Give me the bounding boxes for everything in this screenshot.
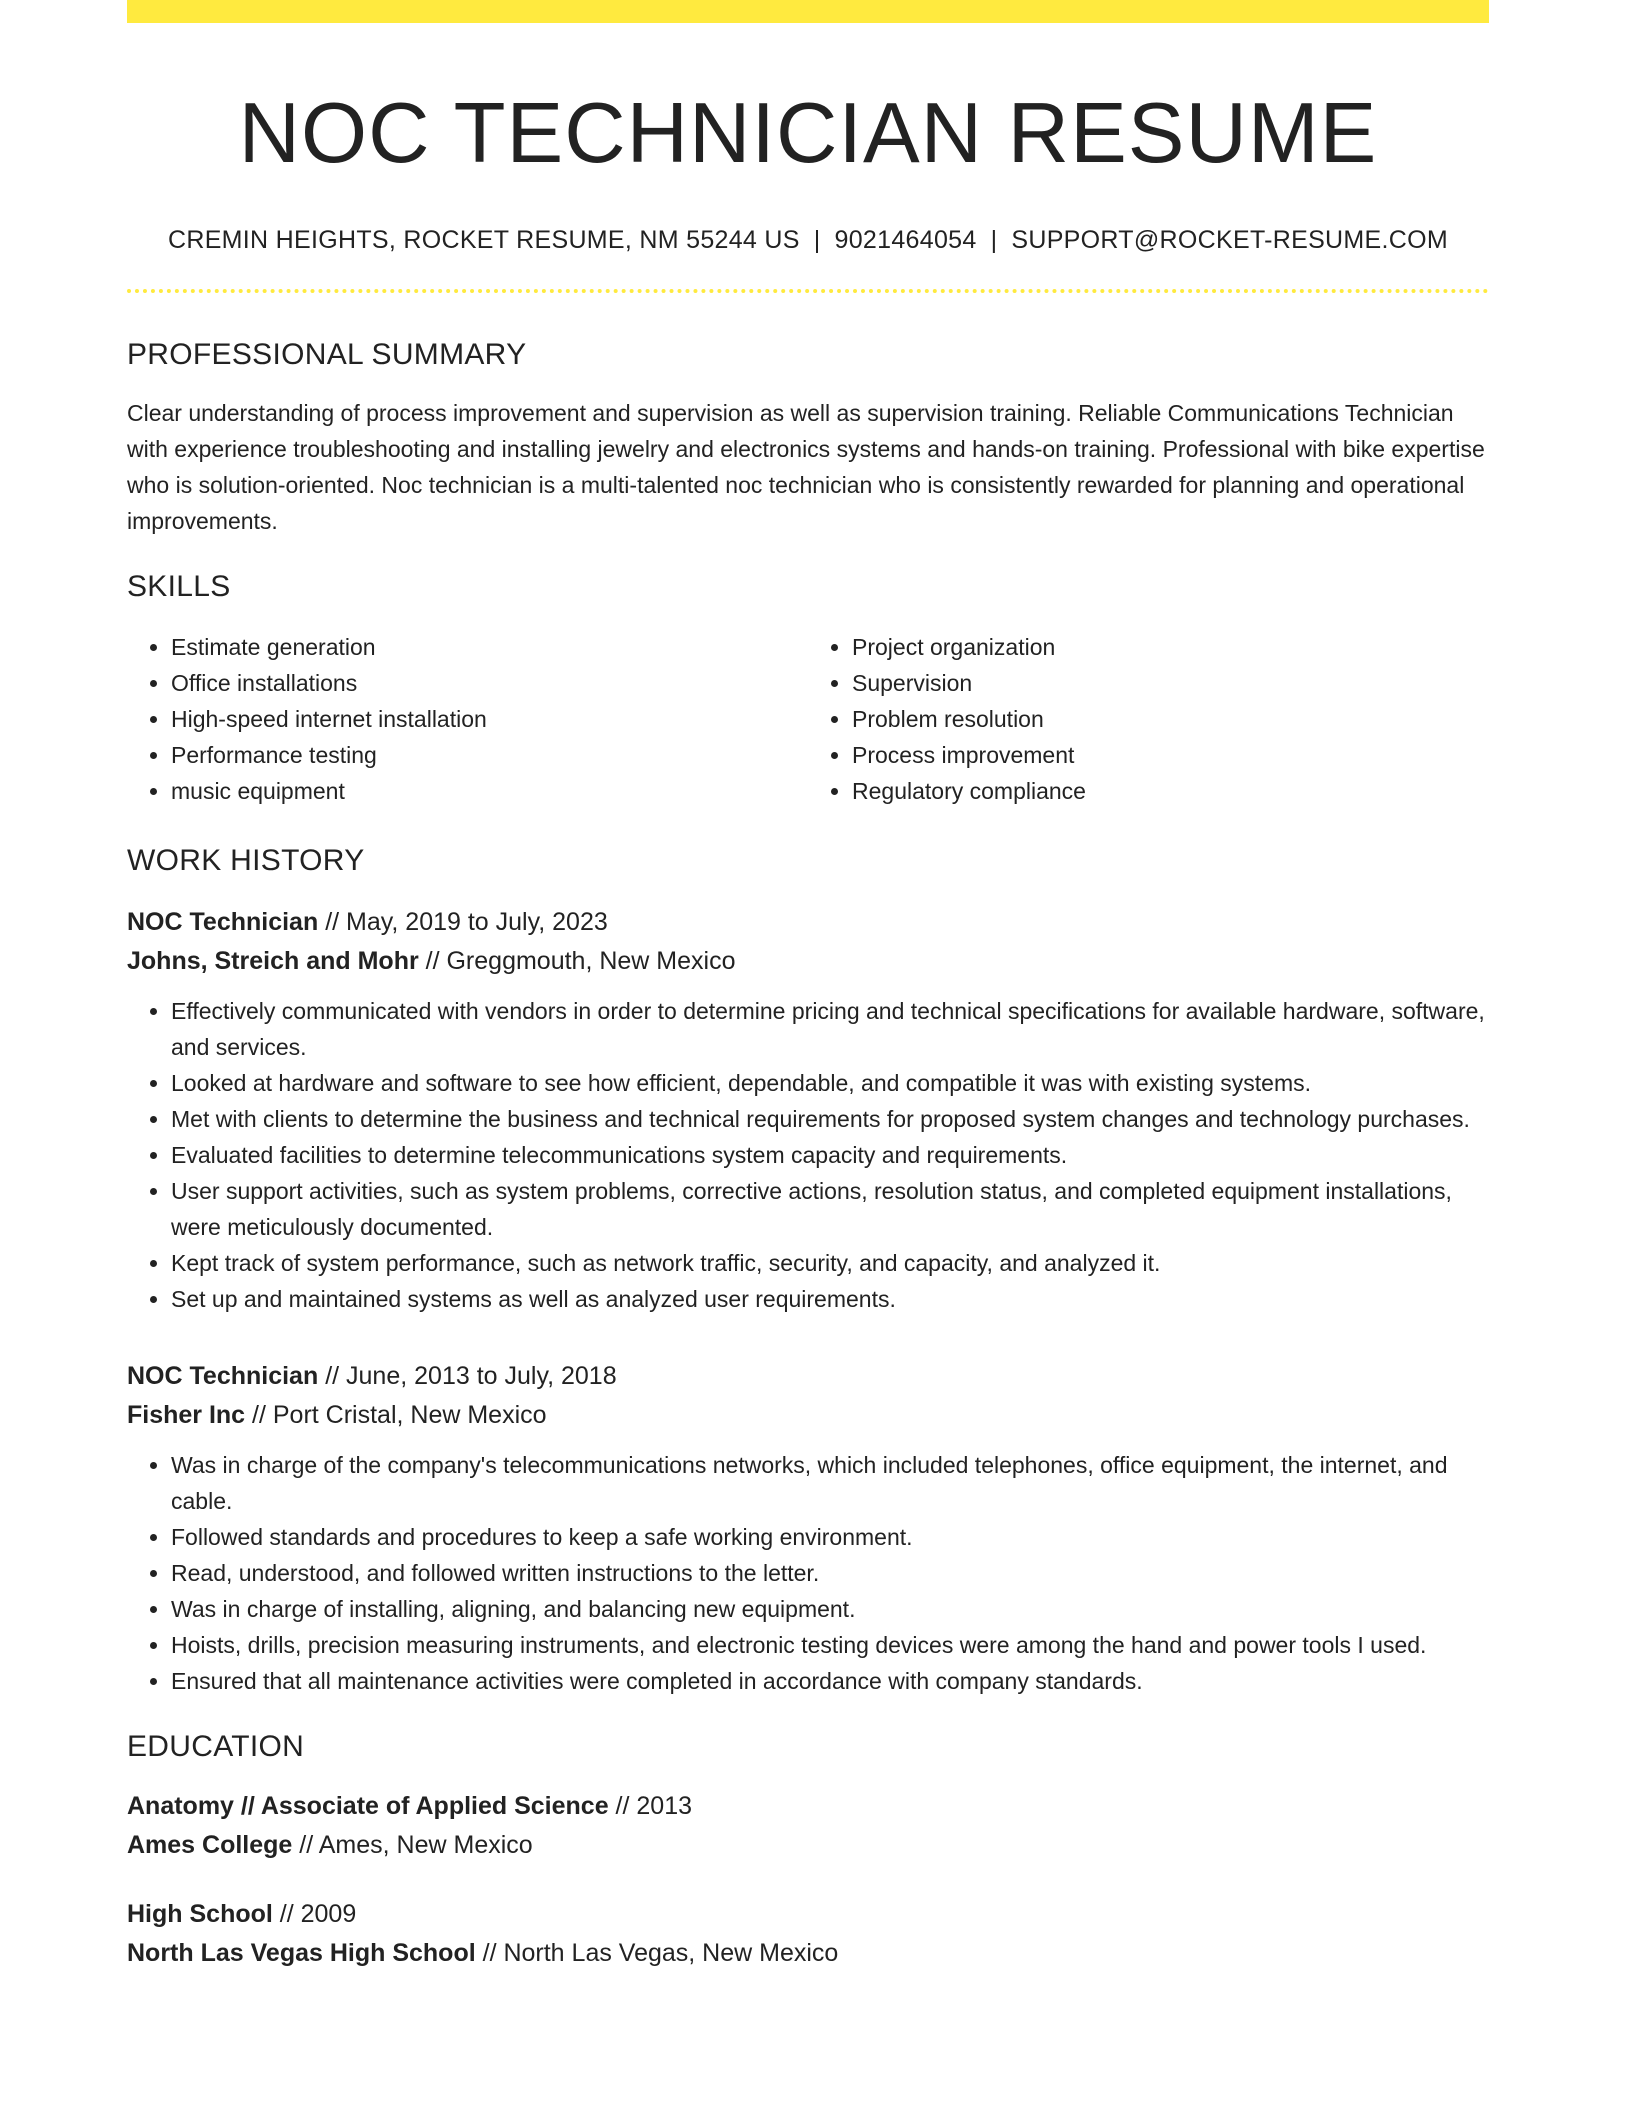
skill-item: • Regulatory compliance: [852, 773, 1489, 809]
job-title: NOC Technician: [127, 907, 319, 936]
contact-separator: |: [990, 225, 998, 254]
education-degree-line: [127, 1895, 1489, 1934]
education-entry: [127, 1895, 1489, 1973]
skill-item: • Performance testing: [171, 737, 808, 773]
job-bullets: [127, 993, 1489, 1317]
job-bullet: • Kept track of system performance, such as network traffic, security, and capacity, and analyzed it.: [171, 1245, 1489, 1281]
skill-item: • Process improvement: [852, 737, 1489, 773]
education-school-line: [127, 1826, 1489, 1865]
skills-list: [127, 629, 1489, 809]
education-school: Ames College: [127, 1830, 293, 1859]
education-entry: [127, 1787, 1489, 1865]
education-location: // North Las Vegas, New Mexico: [475, 1938, 839, 1967]
job-company-line: [127, 942, 1489, 981]
job-bullet: • Followed standards and procedures to keep a safe working environment.: [171, 1519, 1489, 1555]
skill-item: • Office installations: [171, 665, 808, 701]
job-location: // Greggmouth, New Mexico: [418, 946, 736, 975]
job-dates: // June, 2013 to July, 2018: [318, 1361, 617, 1390]
job-bullet: • User support activities, such as system problems, corrective actions, resolution status, and completed equipment installations, were meticulously documented.: [171, 1173, 1489, 1245]
summary-heading: PROFESSIONAL SUMMARY: [127, 337, 527, 371]
job-bullet: • Ensured that all maintenance activities were completed in accordance with company standards.: [171, 1663, 1489, 1699]
skills-column-right: [808, 629, 1489, 809]
education-year: // 2013: [608, 1791, 693, 1820]
job-title: NOC Technician: [127, 1361, 319, 1390]
education-degree-line: [127, 1787, 1489, 1826]
resume-page: [127, 0, 1489, 1973]
education-school: North Las Vegas High School: [127, 1938, 476, 1967]
job-bullet: • Set up and maintained systems as well as analyzed user requirements.: [171, 1281, 1489, 1317]
job-title-line: [127, 1357, 1489, 1396]
education-year: // 2009: [272, 1899, 357, 1928]
job-bullet: • Was in charge of the company's telecommunications networks, which included telephones, office equipment, the internet, and cable.: [171, 1447, 1489, 1519]
job-entry: [127, 903, 1489, 1317]
top-accent-bar: [127, 0, 1489, 23]
job-company: Johns, Streich and Mohr: [127, 946, 419, 975]
job-entry: [127, 1357, 1489, 1699]
job-company-line: [127, 1396, 1489, 1435]
contact-phone: 9021464054: [834, 225, 977, 254]
job-location: // Port Cristal, New Mexico: [245, 1400, 547, 1429]
contact-separator: |: [813, 225, 821, 254]
job-bullet: • Was in charge of installing, aligning, and balancing new equipment.: [171, 1591, 1489, 1627]
job-bullet: • Looked at hardware and software to see how efficient, dependable, and compatible it was with existing systems.: [171, 1065, 1489, 1101]
skill-item: • Estimate generation: [171, 629, 808, 665]
job-company: Fisher Inc: [127, 1400, 246, 1429]
work-history-heading: WORK HISTORY: [127, 843, 365, 877]
resume-title: NOC TECHNICIAN RESUME: [238, 86, 1378, 181]
skill-item: • music equipment: [171, 773, 808, 809]
job-dates: // May, 2019 to July, 2023: [318, 907, 608, 936]
education-school-line: [127, 1934, 1489, 1973]
summary-text: Clear understanding of process improvement and supervision as well as supervision training. Reliable Communications Technician with experience troubleshooting and installing jewelry and electronics systems and hands-on training. Professional with bike expertise who is solution-oriented. Noc technician is a multi-talented noc technician who is consistently rewarded for planning and operational improvements.: [127, 399, 1485, 534]
contact-line: [127, 225, 1489, 255]
job-title-line: [127, 903, 1489, 942]
job-bullet: • Read, understood, and followed written instructions to the letter.: [171, 1555, 1489, 1591]
education-degree: High School: [127, 1899, 273, 1928]
education-location: // Ames, New Mexico: [292, 1830, 533, 1859]
job-bullet: • Met with clients to determine the business and technical requirements for proposed system changes and technology purchases.: [171, 1101, 1489, 1137]
skills-column-left: [127, 629, 808, 809]
job-bullet: • Effectively communicated with vendors in order to determine pricing and technical specifications for available hardware, software, and services.: [171, 993, 1489, 1065]
skill-item: • Supervision: [852, 665, 1489, 701]
contact-email[interactable]: SUPPORT@ROCKET-RESUME.COM: [1011, 225, 1448, 254]
job-bullet: • Hoists, drills, precision measuring instruments, and electronic testing devices were among the hand and power tools I used.: [171, 1627, 1489, 1663]
skills-heading: SKILLS: [127, 569, 231, 603]
dotted-divider: [127, 289, 1489, 293]
job-bullets: [127, 1447, 1489, 1699]
education-heading: EDUCATION: [127, 1729, 305, 1763]
skill-item: • Project organization: [852, 629, 1489, 665]
skill-item: • Problem resolution: [852, 701, 1489, 737]
job-bullet: • Evaluated facilities to determine telecommunications system capacity and requirements.: [171, 1137, 1489, 1173]
education-degree: Anatomy // Associate of Applied Science: [127, 1791, 609, 1820]
contact-address: CREMIN HEIGHTS, ROCKET RESUME, NM 55244 US: [168, 225, 800, 254]
skill-item: • High-speed internet installation: [171, 701, 808, 737]
